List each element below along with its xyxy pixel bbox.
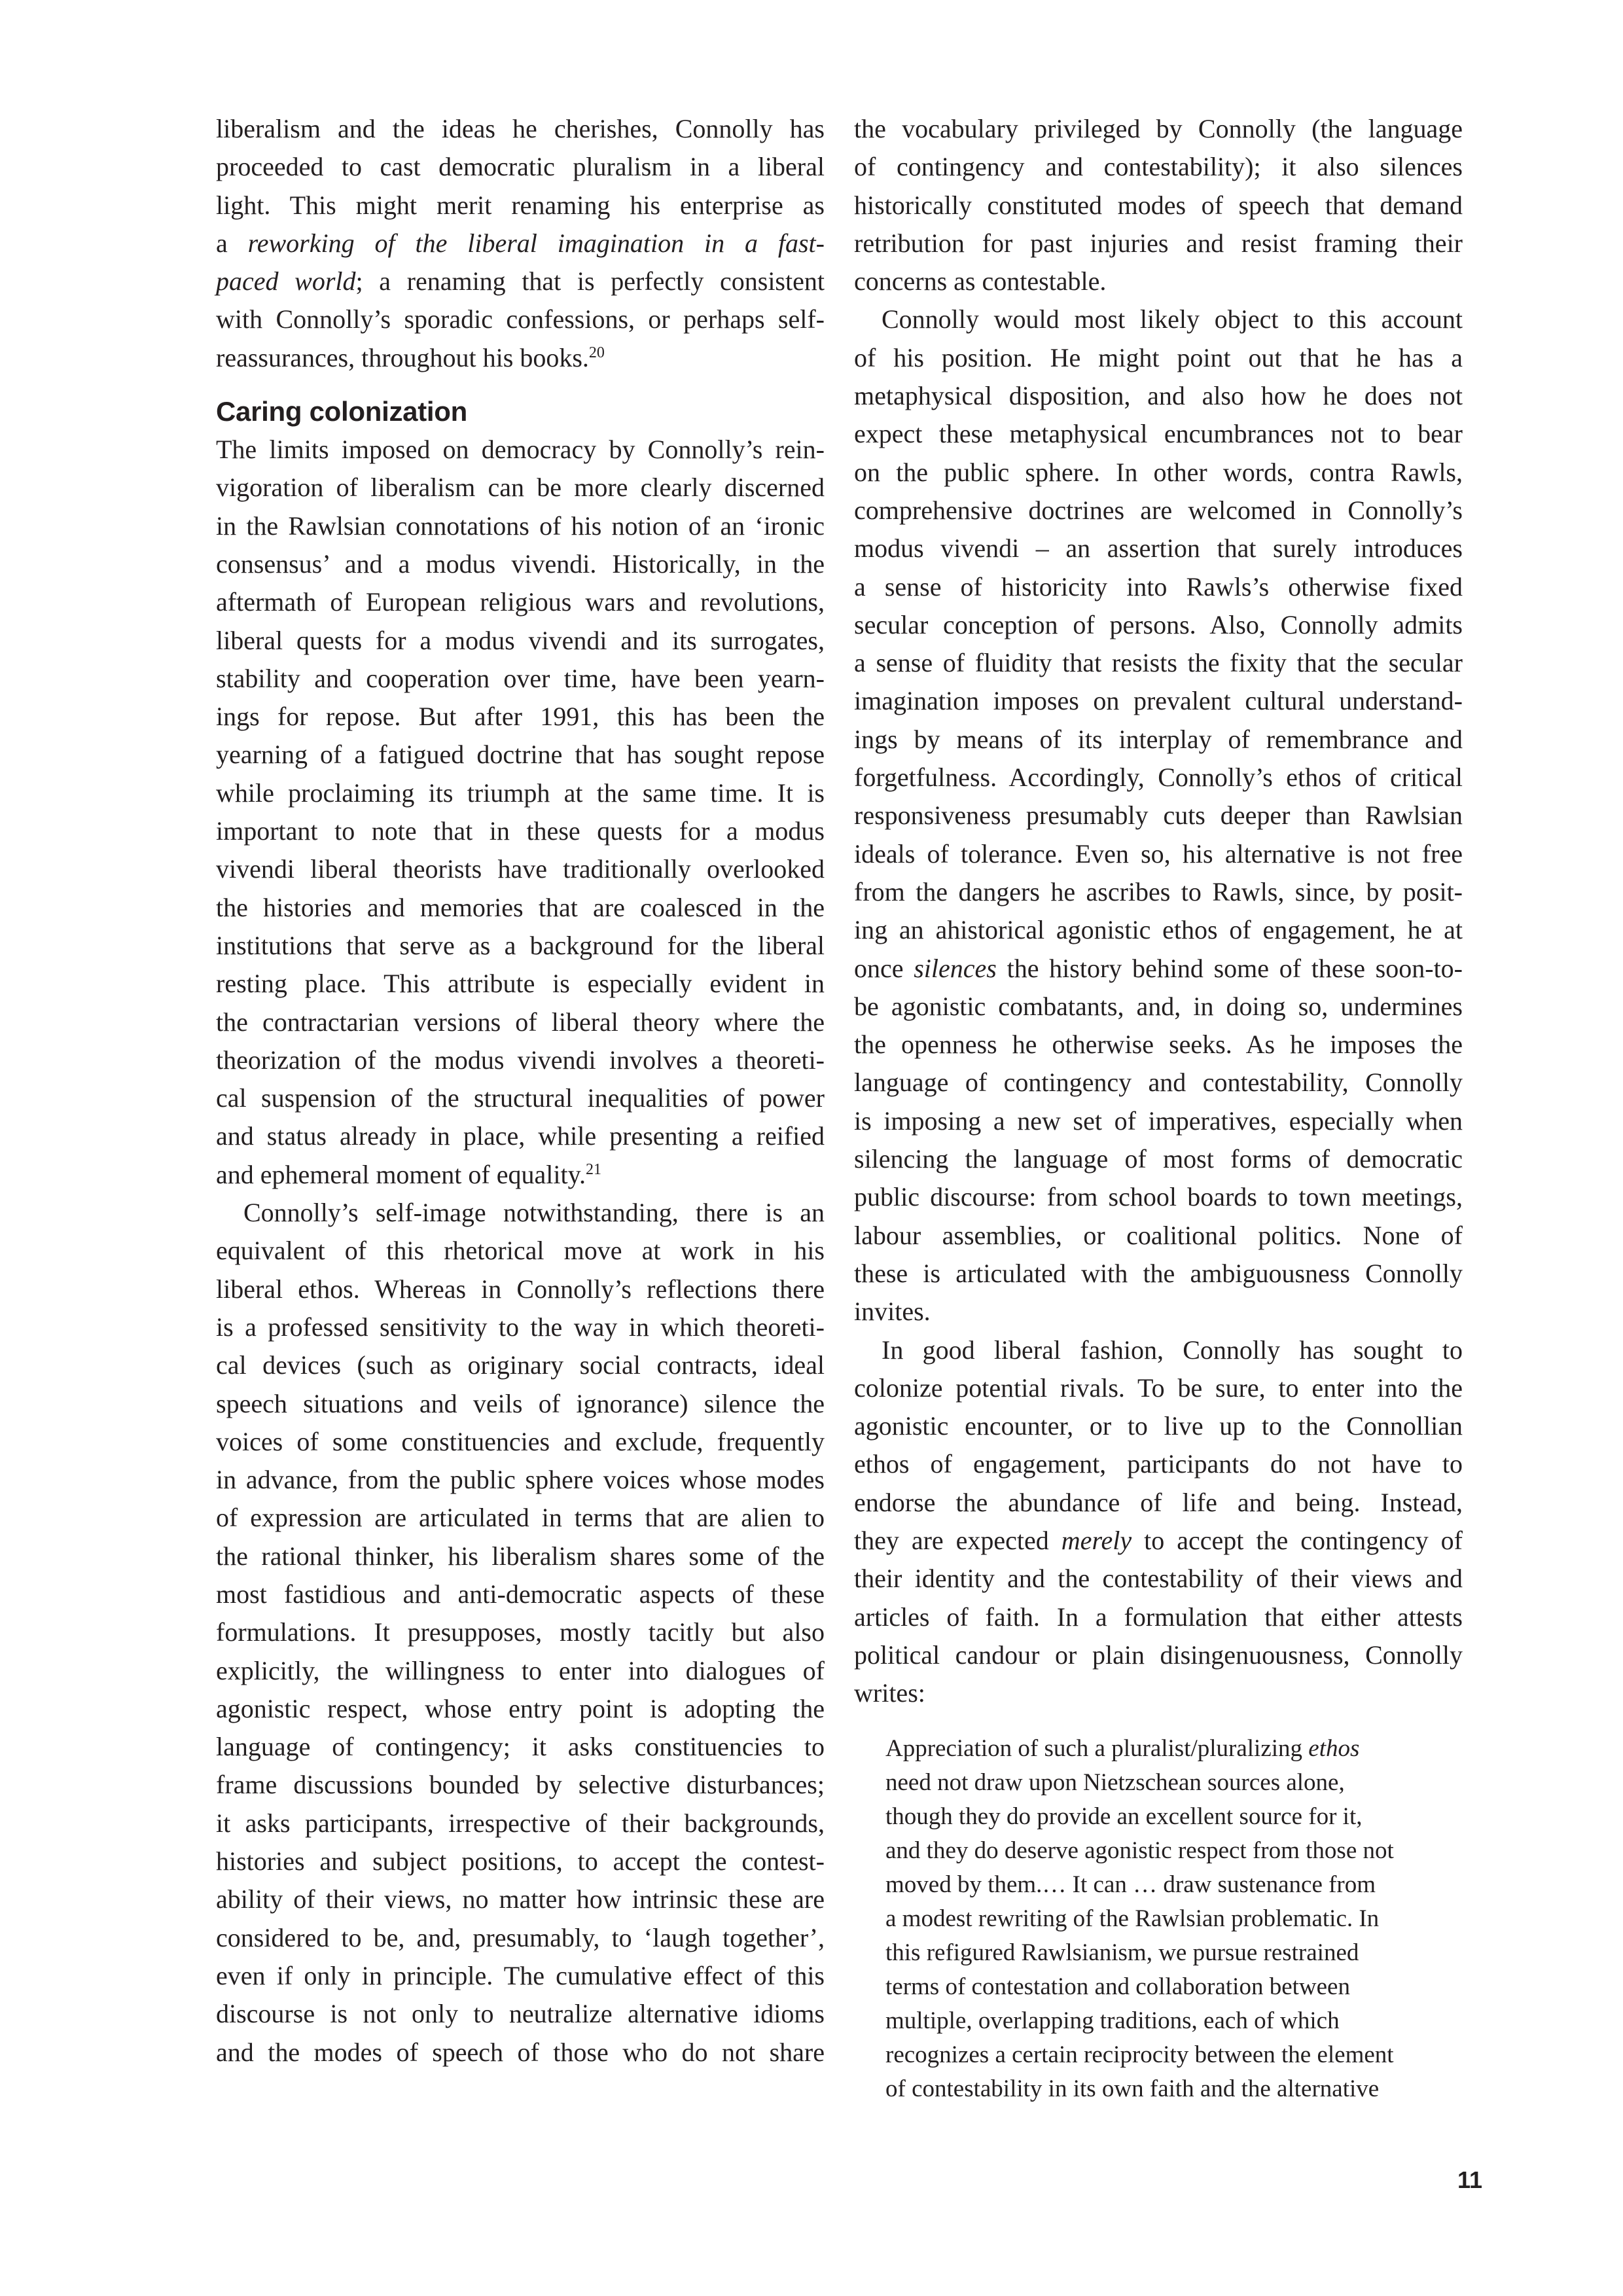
text-line: from the dangers he ascribes to Rawls, since, by posit- (854, 876, 1463, 906)
text-line: The limits imposed on democracy by Connolly’s rein- (216, 435, 825, 465)
text-line: be agonistic combatants, and, in doing so, undermines (854, 991, 1463, 1021)
text-line: reassurances, throughout his books.$^{20}$ (216, 342, 605, 372)
text-line: writes: (854, 1678, 925, 1708)
italic-emphasis: merely (1061, 1525, 1132, 1555)
text-line: ideals of tolerance. Even so, his alternative is not free (854, 838, 1463, 869)
text-line: comprehensive doctrines are welcomed in Connolly’s (854, 495, 1463, 525)
text-line: liberalism and the ideas he cherishes, Connolly has (216, 114, 825, 143)
text-line: political candour or plain disingenuousness, Connolly (854, 1640, 1463, 1670)
paragraph-connolly-objection (854, 300, 1463, 1331)
text-line: the contractarian versions of liberal theory where the (216, 1007, 825, 1037)
text-line: even if only in principle. The cumulative effect of this (216, 1960, 825, 1990)
text-line: agonistic respect, whose entry point is adopting the (216, 1693, 825, 1723)
italic-emphasis: paced world (216, 266, 356, 296)
footnote-reference-20[interactable]: 20 (588, 344, 605, 361)
text-line: a sense of historicity into Rawls’s otherwise fixed (854, 571, 1463, 601)
quote-line: recognizes a certain reciprocity between the element (885, 2041, 1394, 2069)
text-line: speech situations and veils of ignorance) silence the (216, 1388, 825, 1418)
page-number: 11 (1457, 2166, 1482, 2193)
text-line: of expression are articulated in terms that are alien to (216, 1503, 825, 1533)
text-line: frame discussions bounded by selective disturbances; (216, 1770, 825, 1800)
text-line: modus vivendi – an assertion that surely introduces (854, 533, 1463, 564)
quote-line: multiple, overlapping traditions, each of which (885, 2007, 1340, 2035)
text-line: vivendi liberal theorists have traditionally overlooked (216, 854, 825, 884)
text-line: considered to be, and, presumably, to ‘laugh together’, (216, 1922, 825, 1952)
text-line: and ephemeral moment of equality.$^{21}$ (216, 1159, 601, 1189)
paragraph-limits-on-democracy (216, 431, 825, 1194)
quote-line: moved by them.… It can … draw sustenance from (885, 1871, 1376, 1899)
text-line: language of contingency; it asks constituencies to (216, 1732, 825, 1762)
text-line: imagination imposes on prevalent cultural understand- (854, 686, 1463, 716)
quote-line: terms of contestation and collaboration between (885, 1973, 1350, 2001)
quote-line: need not draw upon Nietzschean sources alone, (885, 1769, 1345, 1797)
text-line: language of contingency and contestability, Connolly (854, 1067, 1463, 1098)
quote-line: and they do deserve agonistic respect from those not (885, 1837, 1394, 1865)
quote-line: Appreciation of such a pluralist/pluralizing ethos (885, 1735, 1360, 1763)
text-line: and the modes of speech of those who do not share (216, 2037, 825, 2067)
text-line: responsiveness presumably cuts deeper than Rawlsian (854, 800, 1463, 831)
text-line: resting place. This attribute is especially evident in (216, 969, 825, 999)
text-line: institutions that serve as a background for the liberal (216, 930, 825, 960)
text-line: most fastidious and anti-democratic aspects of these (216, 1579, 825, 1609)
paragraph-self-image (216, 1194, 825, 2072)
text-line: Connolly’s self-image notwithstanding, there is an (243, 1198, 825, 1228)
paragraph-liberal-fashion (854, 1331, 1463, 1713)
text-line: liberal quests for a modus vivendi and its surrogates, (216, 625, 825, 655)
text-line: invites. (854, 1297, 931, 1327)
text-line: historically constituted modes of speech that demand (854, 190, 1463, 220)
right-column (854, 110, 1463, 2106)
quote-line: a modest rewriting of the Rawlsian problematic. In (885, 1905, 1380, 1933)
text-line: public discourse: from school boards to town meetings, (854, 1182, 1463, 1212)
text-line: in the Rawlsian connotations of his notion of an ‘ironic (216, 511, 825, 541)
text-line: secular conception of persons. Also, Connolly admits (854, 609, 1463, 639)
section-heading: Caring colonization (216, 396, 467, 427)
text-line: forgetfulness. Accordingly, Connolly’s ethos of critical (854, 762, 1463, 793)
text-line: ing an ahistorical agonistic ethos of engagement, he at (854, 915, 1463, 945)
text-line: aftermath of European religious wars and revolutions, (216, 587, 825, 617)
quote-line: of contestability in its own faith and the alternative (885, 2075, 1380, 2103)
text-line: is imposing a new set of imperatives, especially when (854, 1105, 1463, 1136)
text-line: articles of faith. In a formulation that either attests (854, 1602, 1463, 1632)
text-line: a reworking of the liberal imagination in a fast- (216, 228, 825, 258)
text-line: of his position. He might point out that he has a (854, 342, 1463, 372)
text-line: ings for repose. But after 1991, this has been the (216, 702, 825, 732)
text-line: labour assemblies, or coalitional politics. None of (854, 1220, 1463, 1250)
text-line: with Connolly’s sporadic confessions, or perhaps self- (216, 304, 825, 334)
text-line: it asks participants, irrespective of their backgrounds, (216, 1808, 825, 1838)
text-line: vigoration of liberalism can be more clearly discerned (216, 473, 825, 503)
text-line: paced world; a renaming that is perfectly consistent (216, 266, 825, 296)
text-line: In good liberal fashion, Connolly has sought to (882, 1335, 1463, 1365)
text-line: a sense of fluidity that resists the fixity that the secular (854, 648, 1463, 678)
text-line: histories and subject positions, to accept the contest- (216, 1846, 825, 1876)
text-line: ings by means of its interplay of remembrance and (854, 724, 1463, 754)
text-line: is a professed sensitivity to the way in which theoreti- (216, 1312, 825, 1342)
text-line: important to note that in these quests for a modus (216, 816, 825, 846)
text-line: endorse the abundance of life and being. Instead, (854, 1487, 1463, 1517)
text-line: concerns as contestable. (854, 266, 1107, 296)
text-line: consensus’ and a modus vivendi. Historically, in the (216, 548, 825, 579)
text-line: on the public sphere. In other words, contra Rawls, (854, 457, 1463, 487)
text-line: cal devices (such as originary social contracts, ideal (216, 1350, 825, 1380)
italic-emphasis: silences (914, 953, 997, 983)
text-line: the histories and memories that are coalesced in the (216, 892, 825, 922)
quote-line: though they do provide an excellent source for it, (885, 1803, 1363, 1831)
text-line: proceeded to cast democratic pluralism in a liberal (216, 152, 825, 182)
text-line: yearning of a fatigued doctrine that has sought repose (216, 740, 825, 770)
italic-emphasis: ethos (1308, 1735, 1360, 1763)
text-line: these is articulated with the ambiguousness Connolly (854, 1258, 1463, 1288)
paragraph-liberal-imagination (216, 110, 825, 377)
text-line: while proclaiming its triumph at the same time. It is (216, 778, 825, 808)
text-line: they are expected merely to accept the contingency of (854, 1525, 1463, 1555)
text-line: cal suspension of the structural inequalities of power (216, 1083, 825, 1113)
text-line: the openness he otherwise seeks. As he imposes the (854, 1030, 1463, 1060)
paragraph-vocabulary (854, 110, 1463, 300)
text-line: stability and cooperation over time, have been yearn- (216, 663, 825, 693)
text-line: theorization of the modus vivendi involves a theoreti- (216, 1045, 825, 1075)
text-line: ability of their views, no matter how intrinsic these are (216, 1884, 825, 1914)
text-line: voices of some constituencies and exclude, frequently (216, 1426, 825, 1456)
text-line: light. This might merit renaming his enterprise as (216, 190, 825, 220)
text-line: liberal ethos. Whereas in Connolly’s reflections there (216, 1274, 825, 1304)
text-line: once silences the history behind some of these soon-to- (854, 953, 1463, 983)
text-line: silencing the language of most forms of democratic (854, 1144, 1463, 1174)
block-quotation (885, 1732, 1463, 2106)
text-line: in advance, from the public sphere voices whose modes (216, 1465, 825, 1495)
text-line: their identity and the contestability of their views and (854, 1564, 1463, 1594)
quote-line: this refigured Rawlsianism, we pursue restrained (885, 1939, 1359, 1967)
footnote-reference-21[interactable]: 21 (585, 1160, 601, 1178)
left-column (216, 110, 825, 2072)
text-line: discourse is not only to neutralize alternative idioms (216, 1999, 825, 2029)
text-line: expect these metaphysical encumbrances not to bear (854, 419, 1463, 449)
text-line: the rational thinker, his liberalism shares some of the (216, 1541, 825, 1571)
text-line: colonize potential rivals. To be sure, to enter into the (854, 1372, 1463, 1403)
italic-emphasis: reworking of the liberal imagination in a fast- (247, 228, 825, 258)
text-line: Connolly would most likely object to this account (882, 304, 1463, 334)
text-line: formulations. It presupposes, mostly tacitly but also (216, 1617, 825, 1647)
text-line: equivalent of this rhetorical move at work in his (216, 1236, 825, 1266)
text-line: ethos of engagement, participants do not have to (854, 1449, 1463, 1479)
text-line: and status already in place, while presenting a reified (216, 1121, 825, 1151)
text-line: explicitly, the willingness to enter into dialogues of (216, 1655, 825, 1685)
text-line: metaphysical disposition, and also how he does not (854, 381, 1463, 411)
text-line: the vocabulary privileged by Connolly (the language (854, 114, 1463, 143)
text-line: retribution for past injuries and resist framing their (854, 228, 1463, 258)
text-line: of contingency and contestability); it also silences (854, 152, 1463, 182)
text-line: agonistic encounter, or to live up to the Connollian (854, 1411, 1463, 1441)
